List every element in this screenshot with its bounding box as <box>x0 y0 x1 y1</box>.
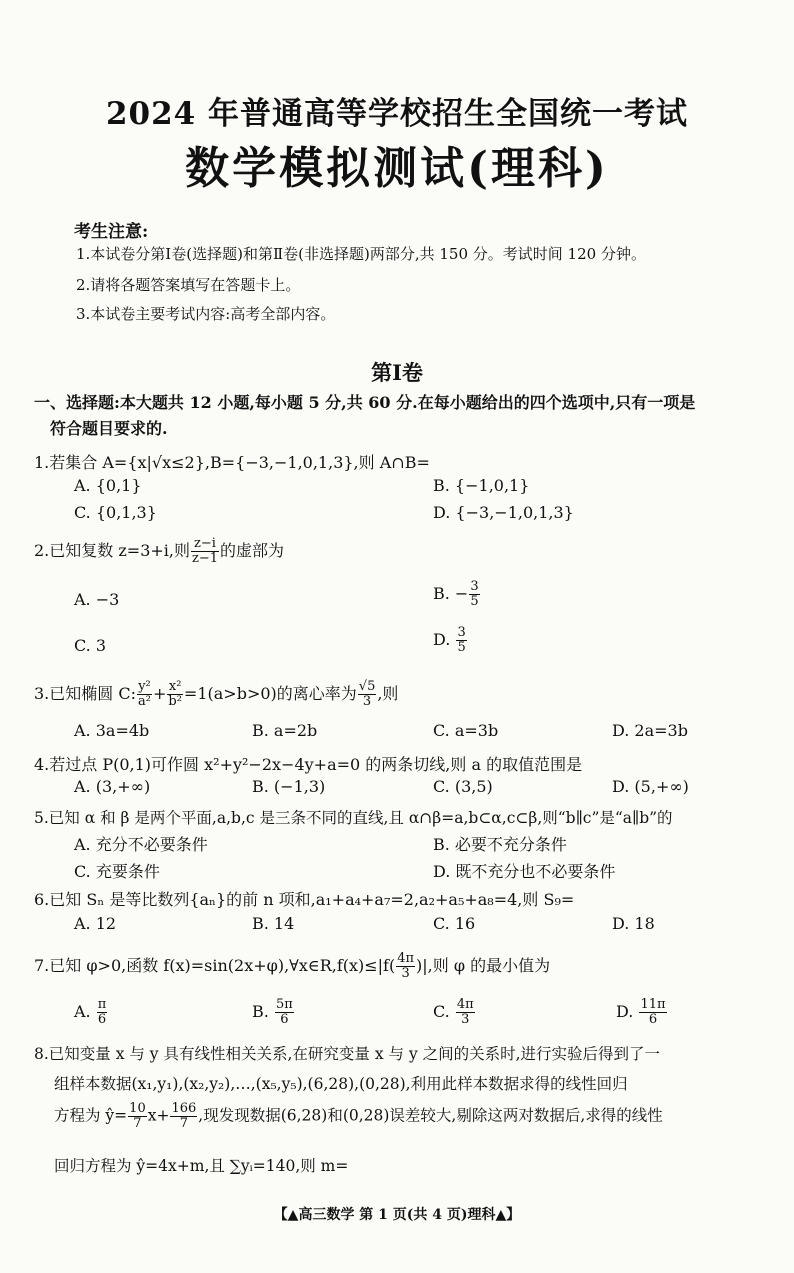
question-2-stem: 2.已知复数 z=3+i,则 $\frac{z-i}{z-1}$ 的虚部为 <box>34 536 285 566</box>
q6-option-d: D. 18 <box>612 914 655 933</box>
q7-option-a: A. $\frac{\pi}{6}$ <box>74 997 107 1027</box>
question-8-line-3: 方程为 ŷ= $\frac{10}{7}$ x+ $\frac{166}{7}$ ,现发现数据(6,28)和(0,28)误差较大,剔除这两对数据后,求得的线性 <box>54 1101 663 1131</box>
q4-option-b: B. (−1,3) <box>252 777 326 796</box>
q5-option-b: B. 必要不充分条件 <box>433 835 567 854</box>
question-8-line-1: 8.已知变量 x 与 y 具有线性相关关系,在研究变量 x 与 y 之间的关系时,进行实验后得到了一 <box>34 1045 661 1063</box>
q4-option-d: D. (5,+∞) <box>612 777 689 796</box>
notice-title: 考生注意: <box>74 222 149 242</box>
q6-option-b: B. 14 <box>252 914 295 933</box>
question-8-line-4: 回归方程为 ŷ=4x+m,且 ∑yᵢ=140,则 m= <box>54 1157 349 1175</box>
q7-option-c: C. $\frac{4\pi}{3}$ <box>433 997 474 1027</box>
q5-option-c: C. 充要条件 <box>74 862 160 881</box>
q2-option-c: C. 3 <box>74 636 107 655</box>
question-1-stem: 1.若集合 A={x|√x≤2},B={−3,−1,0,1,3},则 A∩B= <box>34 453 430 472</box>
section-instruction-cont: 符合题目要求的. <box>50 419 168 438</box>
q3-option-c: C. a=3b <box>433 721 499 740</box>
q5-option-d: D. 既不充分也不必要条件 <box>433 862 616 881</box>
section-instruction: 一、选择题:本大题共 12 小题,每小题 5 分,共 60 分.在每小题给出的四个选项中,只有一项是 <box>34 393 696 412</box>
q7-option-b: B. $\frac{5\pi}{6}$ <box>252 997 293 1027</box>
q2-option-b: B. − $\frac{3}{5}$ <box>433 579 479 609</box>
exam-title: 2024 年普通高等学校招生全国统一考试 <box>105 96 689 132</box>
q2-option-a: A. −3 <box>74 590 120 609</box>
q5-option-a: A. 充分不必要条件 <box>74 835 208 854</box>
q7-option-d: D. $\frac{11\pi}{6}$ <box>616 997 666 1027</box>
question-5-stem: 5.已知 α 和 β 是两个平面,a,b,c 是三条不同的直线,且 α∩β=a,b⊂α,c⊂β,则“b∥c”是“a∥b”的 <box>34 809 673 827</box>
q4-option-c: C. (3,5) <box>433 777 493 796</box>
notice-item-3: 3.本试卷主要考试内容:高考全部内容。 <box>76 305 336 323</box>
q3-option-a: A. 3a=4b <box>74 721 150 740</box>
q2-option-d: D. $\frac{3}{5}$ <box>433 625 466 655</box>
section-title: 第Ⅰ卷 <box>371 360 423 385</box>
question-6-stem: 6.已知 Sₙ 是等比数列{aₙ}的前 n 项和,a₁+a₄+a₇=2,a₂+a₅+a₈=4,则 S₉= <box>34 890 575 909</box>
page-footer: 【▲高三数学 第 1 页(共 4 页)理科▲】 <box>273 1207 521 1223</box>
question-4-stem: 4.若过点 P(0,1)可作圆 x²+y²−2x−4y+a=0 的两条切线,则 a 的取值范围是 <box>34 755 583 774</box>
notice-item-2: 2.请将各题答案填写在答题卡上。 <box>76 276 301 294</box>
q6-option-c: C. 16 <box>433 914 476 933</box>
question-7-stem: 7.已知 φ>0,函数 f(x)=sin(2x+φ),∀x∈R,f(x)≤|f( $\frac{4\pi}{3}$ )|,则 φ 的最小值为 <box>34 951 551 981</box>
exam-subtitle: 数学模拟测试(理科) <box>185 143 609 194</box>
q1-option-b: B. {−1,0,1} <box>433 476 530 495</box>
q1-option-d: D. {−3,−1,0,1,3} <box>433 503 574 522</box>
question-8-line-2: 组样本数据(x₁,y₁),(x₂,y₂),…,(x₅,y₅),(6,28),(0,28),利用此样本数据求得的线性回归 <box>54 1075 628 1093</box>
q3-option-d: D. 2a=3b <box>612 721 688 740</box>
q3-option-b: B. a=2b <box>252 721 318 740</box>
q1-option-a: A. {0,1} <box>74 476 142 495</box>
fraction: $\frac{z-i}{z-1}$ <box>191 536 218 566</box>
q4-option-a: A. (3,+∞) <box>74 777 151 796</box>
q1-option-c: C. {0,1,3} <box>74 503 157 522</box>
notice-item-1: 1.本试卷分第Ⅰ卷(选择题)和第Ⅱ卷(非选择题)两部分,共 150 分。考试时间 120 分钟。 <box>76 245 646 263</box>
question-3-stem: 3.已知椭圆 C: $\frac{\text{y²}}{\text{a²}}$ + $\frac{\text{x²}}{\text{b²}}$ =1(a>b>0)的离心率为 $\frac{√5}{3}$ ,则 <box>34 679 399 709</box>
q6-option-a: A. 12 <box>74 914 117 933</box>
